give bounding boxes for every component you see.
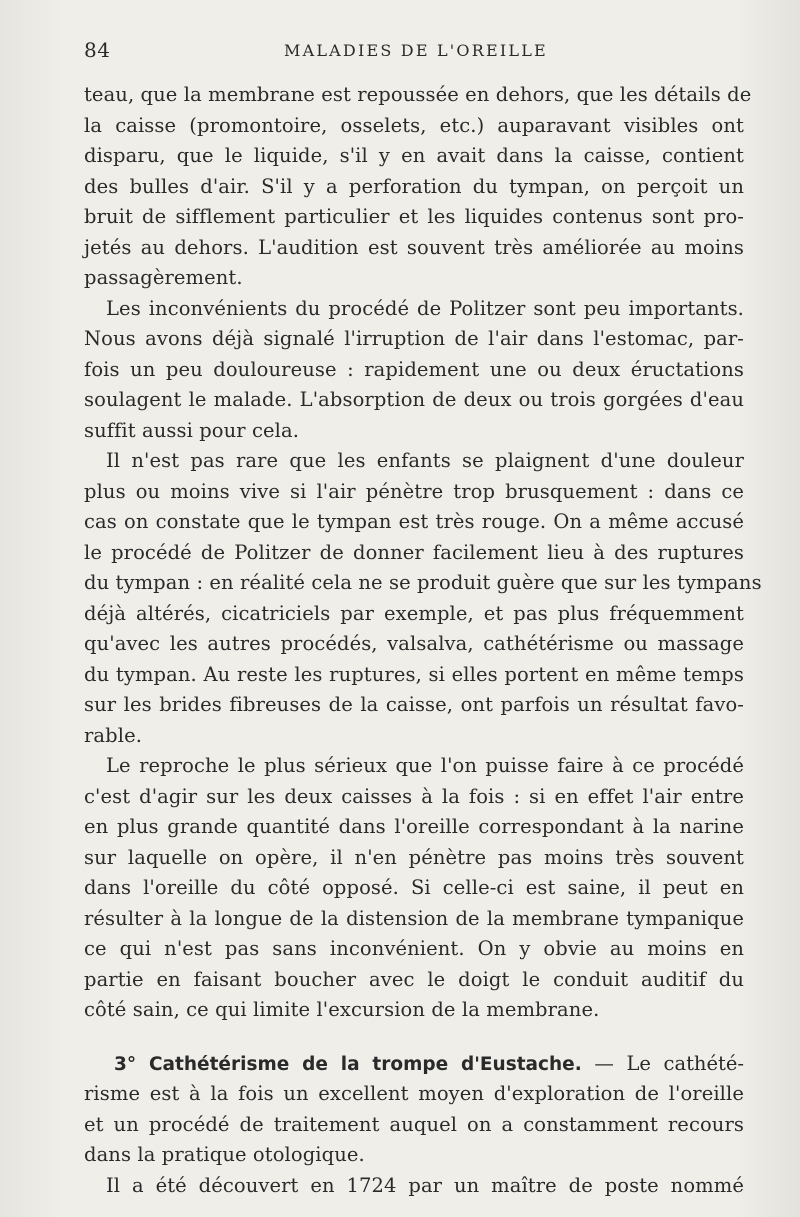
text-line: cas on constate que le tympan est très rouge. On a même accusé bbox=[84, 510, 744, 533]
section-first-line bbox=[84, 1049, 744, 1080]
section-heading-continuation: — Le cathété- bbox=[581, 1051, 744, 1075]
text-line: dans l'oreille du côté opposé. Si celle-ci est saine, il peut en bbox=[84, 876, 744, 899]
text-line: le procédé de Politzer de donner facilement lieu à des ruptures bbox=[84, 540, 744, 564]
paragraph-4 bbox=[84, 751, 744, 1026]
text-line: passagèrement. bbox=[84, 266, 243, 289]
text-line: teau, que la membrane est repoussée en dehors, que les détails de bbox=[84, 83, 752, 106]
section-catheterisme bbox=[84, 1049, 744, 1171]
section-heading: 3° Cathétérisme de la trompe d'Eustache. bbox=[114, 1053, 582, 1075]
text-line: ce qui n'est pas sans inconvénient. On y obvie au moins en bbox=[84, 937, 744, 960]
section-spacer bbox=[84, 1026, 744, 1049]
running-head: MALADIES DE L'OREILLE bbox=[284, 41, 548, 60]
text-line: fois un peu douloureuse : rapidement une ou deux éructations bbox=[84, 357, 744, 381]
body-text bbox=[84, 80, 762, 1201]
text-line: Il a été découvert en 1724 par un maître de poste nommé bbox=[106, 1173, 744, 1197]
text-line: disparu, que le liquide, s'il y en avait dans la caisse, contient bbox=[84, 144, 744, 167]
page-number: 84 bbox=[84, 38, 111, 62]
text-line: du tympan : en réalité cela ne se produit guère que sur les tympans bbox=[84, 571, 762, 594]
text-line: qu'avec les autres procédés, valsalva, cathétérisme ou massage bbox=[84, 632, 744, 655]
paragraph-2 bbox=[84, 294, 744, 447]
text-line: partie en faisant boucher avec le doigt le conduit auditif du bbox=[84, 967, 744, 991]
text-line: Nous avons déjà signalé l'irruption de l'air dans l'estomac, par- bbox=[84, 327, 744, 350]
text-line: bruit de sifflement particulier et les liquides contenus sont pro- bbox=[84, 205, 744, 228]
text-line: plus ou moins vive si l'air pénètre trop brusquement : dans ce bbox=[84, 479, 744, 503]
text-line: et un procédé de traitement auquel on a constamment recours bbox=[84, 1112, 744, 1136]
text-line: dans la pratique otologique. bbox=[84, 1143, 365, 1166]
page-header bbox=[84, 38, 744, 64]
text-line: sur laquelle on opère, il n'en pénètre pas moins très souvent bbox=[84, 845, 744, 869]
text-line: Le reproche le plus sérieux que l'on puisse faire à ce procédé bbox=[106, 754, 744, 777]
text-line: Les inconvénients du procédé de Politzer sont peu importants. bbox=[106, 296, 744, 320]
paragraph-1 bbox=[84, 80, 752, 294]
text-line: c'est d'agir sur les deux caisses à la fois : si en effet l'air entre bbox=[84, 784, 744, 808]
text-line: résulter à la longue de la distension de la membrane tympanique bbox=[84, 906, 744, 930]
text-line: soulagent le malade. L'absorption de deux ou trois gorgées d'eau bbox=[84, 388, 744, 411]
paragraph-3 bbox=[84, 446, 762, 751]
text-line: côté sain, ce qui limite l'excursion de la membrane. bbox=[84, 998, 600, 1021]
text-line: suffit aussi pour cela. bbox=[84, 418, 300, 442]
text-line: en plus grande quantité dans l'oreille correspondant à la narine bbox=[84, 815, 744, 838]
text-line: Il n'est pas rare que les enfants se plaignent d'une douleur bbox=[106, 449, 744, 472]
text-line: risme est à la fois un excellent moyen d'exploration de l'oreille bbox=[84, 1082, 744, 1105]
text-line: des bulles d'air. S'il y a perforation du tympan, on perçoit un bbox=[84, 174, 744, 198]
text-line: sur les brides fibreuses de la caisse, ont parfois un résultat favo- bbox=[84, 693, 744, 716]
text-line: du tympan. Au reste les ruptures, si elles portent en même temps bbox=[84, 662, 744, 686]
text-line: jetés au dehors. L'audition est souvent très améliorée au moins bbox=[84, 235, 744, 259]
text-line: rable. bbox=[84, 723, 143, 747]
paragraph-final bbox=[84, 1171, 744, 1202]
text-line: déjà altérés, cicatriciels par exemple, et pas plus fréquemment bbox=[84, 601, 744, 625]
text-line: la caisse (promontoire, osselets, etc.) auparavant visibles ont bbox=[84, 113, 744, 137]
